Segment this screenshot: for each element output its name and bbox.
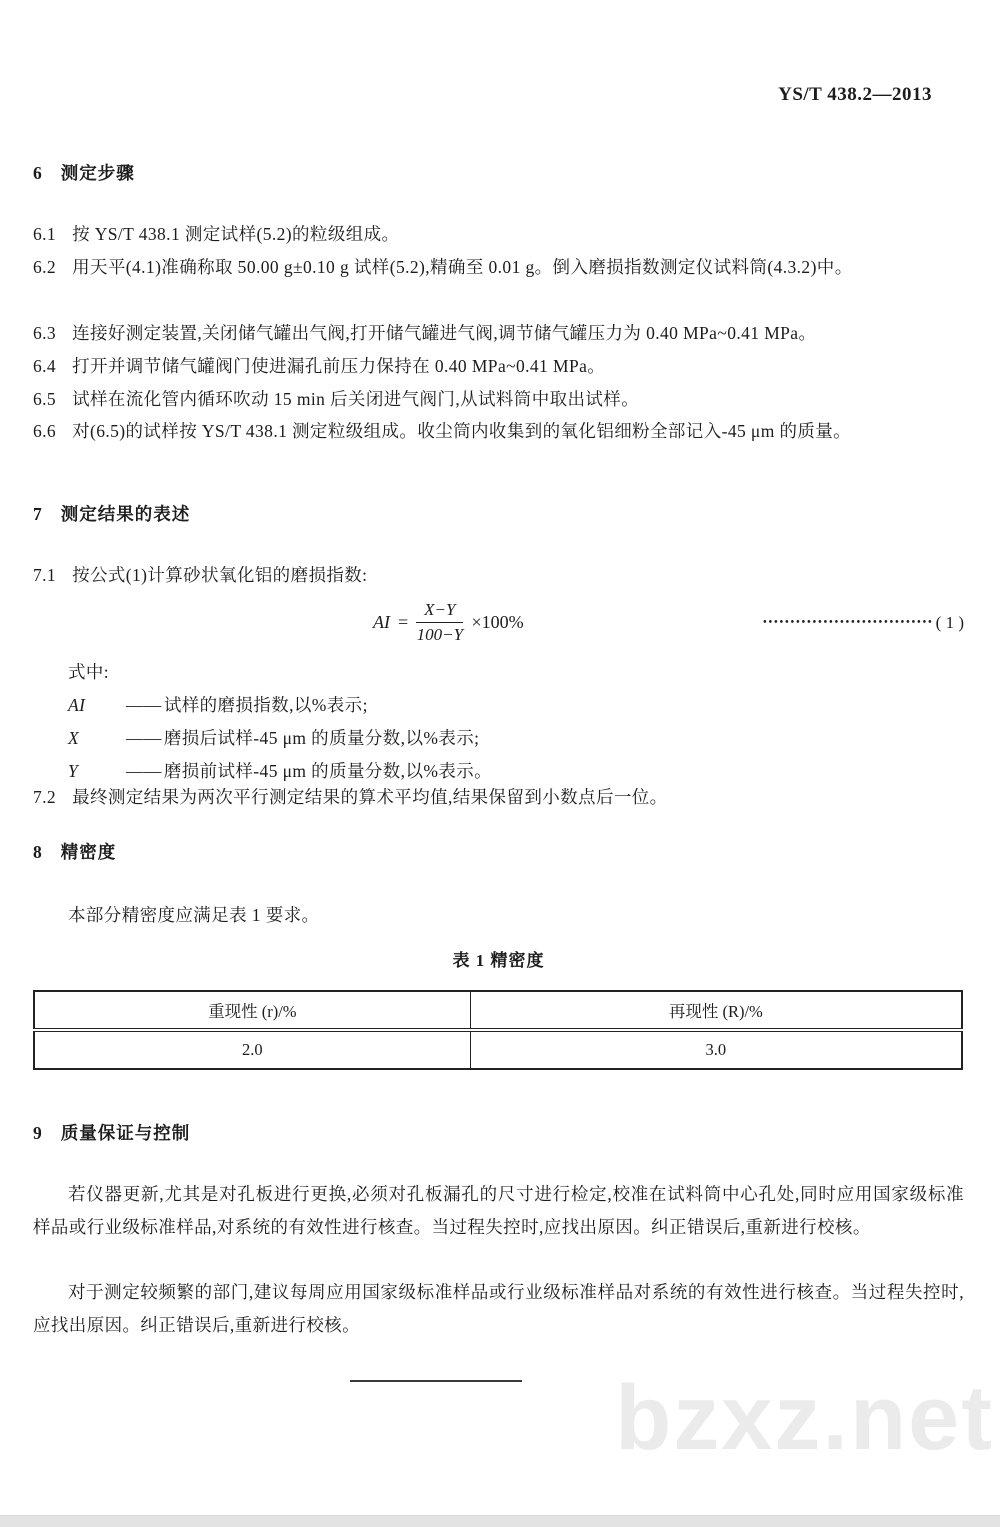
precision-table-header-repeatability: 重现性 (r)/% [34, 991, 470, 1030]
equation-1-expression [373, 600, 524, 645]
clause-6-5 [33, 383, 964, 416]
clause-6-1-number: 6.1 [33, 224, 57, 244]
equation-multiplier: ×100% [471, 612, 524, 632]
section-9-paragraph-2: 对于测定较频繁的部门,建议每周应用国家级标准样品或行业级标准样品对系统的有效性进行核查。当过程失控时,应找出原因。纠正错误后,重新进行校核。 [33, 1282, 964, 1335]
clause-6-5-number: 6.5 [33, 389, 57, 409]
equation-denominator: 100−Y [416, 625, 464, 644]
clause-7-2-number: 7.2 [33, 787, 57, 807]
definition-AI-symbol: AI [68, 695, 86, 715]
section-6-title: 测定步骤 [60, 163, 135, 183]
clause-6-4-number: 6.4 [33, 356, 57, 376]
clause-6-3-number: 6.3 [33, 323, 57, 343]
definition-X [33, 722, 964, 755]
definition-X-dash: —— [126, 728, 162, 748]
equation-fraction [416, 600, 463, 645]
definition-AI [33, 689, 964, 722]
equation-numerator: X−Y [416, 600, 463, 623]
definition-AI-text: 试样的磨损指数,以%表示; [163, 695, 368, 715]
clause-6-1-text: 按 YS/T 438.1 测定试样(5.2)的粒级组成。 [72, 224, 400, 244]
definition-Y-dash: —— [126, 761, 162, 781]
precision-table-header-row [34, 991, 962, 1030]
precision-table-value-r: 2.0 [242, 1040, 263, 1059]
clause-7-1 [33, 559, 964, 592]
section-8-heading [33, 839, 964, 864]
clause-6-6-number: 6.6 [33, 421, 57, 441]
definition-Y-symbol: Y [68, 761, 79, 781]
equation-lhs: AI [373, 612, 390, 632]
clause-7-2-text: 最终测定结果为两次平行测定结果的算术平均值,结果保留到小数点后一位。 [72, 787, 668, 807]
table-1-caption: 表 1 精密度 [452, 951, 545, 970]
precision-table-value-R: 3.0 [470, 1030, 962, 1069]
clause-6-6 [33, 415, 964, 448]
section-7-number: 7 [33, 504, 43, 524]
section-8-intro: 本部分精密度应满足表 1 要求。 [68, 905, 320, 925]
section-9-heading [33, 1120, 964, 1145]
section-7-title: 测定结果的表述 [60, 504, 191, 524]
clause-6-2 [33, 251, 964, 284]
scan-bottom-edge [0, 1515, 1000, 1527]
clause-6-4 [33, 350, 964, 383]
clause-7-1-text: 按公式(1)计算砂状氧化铝的磨损指数: [72, 565, 368, 585]
section-6-number: 6 [33, 163, 43, 183]
section-9-title: 质量保证与控制 [60, 1123, 191, 1143]
clause-6-5-text: 试样在流化管内循环吹动 15 min 后关闭进气阀门,从试料筒中取出试样。 [72, 389, 640, 409]
definition-AI-dash: —— [126, 695, 162, 715]
clause-6-1 [33, 218, 964, 251]
watermark-text: bzxz.net [615, 1367, 994, 1469]
section-7-heading [33, 501, 964, 526]
section-8-number: 8 [33, 842, 43, 862]
clause-7-1-number: 7.1 [33, 565, 57, 585]
definition-X-text: 磨损后试样-45 μm 的质量分数,以%表示; [163, 728, 480, 748]
clause-6-3 [33, 317, 964, 350]
clause-6-2-number: 6.2 [33, 257, 57, 277]
equation-number: ( 1 ) [935, 612, 964, 632]
clause-6-4-text: 打开并调节储气罐阀门使进漏孔前压力保持在 0.40 MPa~0.41 MPa。 [72, 356, 606, 376]
clause-6-6-text: 对(6.5)的试样按 YS/T 438.1 测定粒级组成。收尘筒内收集到的氧化铝细粉全部记入-45 μm 的质量。 [72, 421, 852, 441]
equation-1 [33, 600, 964, 645]
equation-dot-leader: ••••••••••••••••••••••••••••••• [763, 617, 934, 628]
clause-6-3-text: 连接好测定装置,关闭储气罐出气阀,打开储气罐进气阀,调节储气罐压力为 0.40 MPa~0.41 MPa。 [72, 323, 817, 343]
section-8-title: 精密度 [60, 842, 117, 862]
section-9-paragraph-1: 若仪器更新,尤其是对孔板进行更换,必须对孔板漏孔的尺寸进行检定,校准在试料筒中心孔处,同时应用国家级标准样品或行业级标准样品,对系统的有效性进行核查。当过程失控时,应找出原因。纠正错误后,重新进行校核。 [33, 1184, 964, 1237]
section-6-heading [33, 160, 964, 185]
end-of-text-rule [350, 1380, 522, 1382]
clause-7-2 [33, 781, 964, 814]
definition-X-symbol: X [68, 728, 80, 748]
precision-table-header-reproducibility: 再现性 (R)/% [470, 991, 962, 1030]
equation-equals: = [398, 612, 409, 632]
doc-number: YS/T 438.2—2013 [778, 84, 932, 105]
clause-6-2-text: 用天平(4.1)准确称取 50.00 g±0.10 g 试样(5.2),精确至 0.01 g。倒入磨损指数测定仪试料筒(4.3.2)中。 [72, 257, 853, 277]
definition-Y-text: 磨损前试样-45 μm 的质量分数,以%表示。 [163, 761, 493, 781]
precision-table-data-row [34, 1030, 962, 1069]
section-9-number: 9 [33, 1123, 43, 1143]
where-label: 式中: [68, 662, 110, 682]
precision-table [33, 990, 963, 1070]
